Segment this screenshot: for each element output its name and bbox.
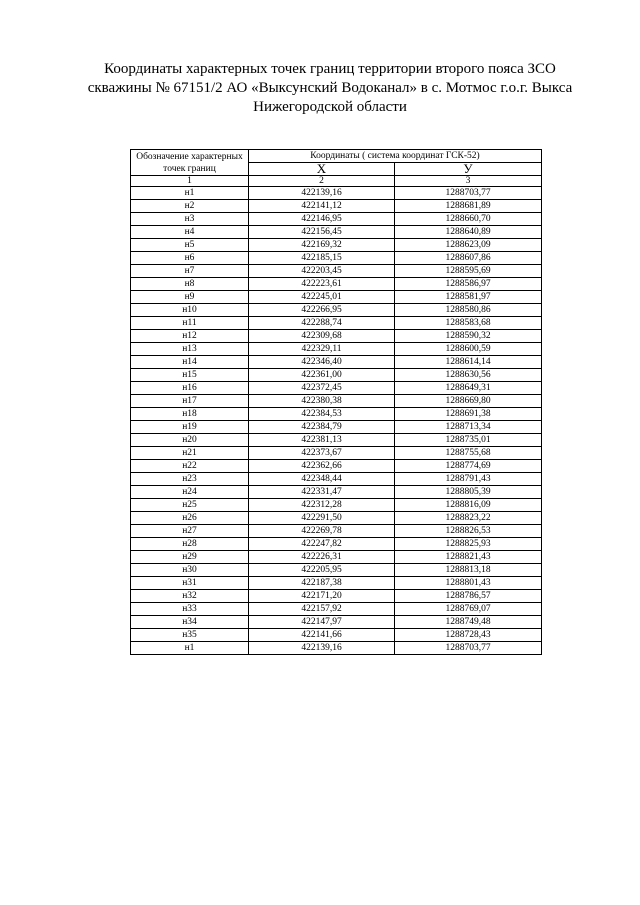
- y-coordinate: 1288607,86: [395, 252, 542, 265]
- x-coordinate: 422266,95: [249, 304, 395, 317]
- x-coordinate: 422156,45: [249, 226, 395, 239]
- point-label: н18: [131, 408, 249, 421]
- x-coordinate: 422291,50: [249, 512, 395, 525]
- column-number-1: 1: [131, 176, 249, 187]
- table-row: [131, 564, 542, 577]
- point-label: н9: [131, 291, 249, 304]
- point-label: н4: [131, 226, 249, 239]
- y-coordinate: 1288805,39: [395, 486, 542, 499]
- x-coordinate: 422312,28: [249, 499, 395, 512]
- x-coordinate: 422157,92: [249, 603, 395, 616]
- y-coordinate: 1288586,97: [395, 278, 542, 291]
- table-row: [131, 616, 542, 629]
- y-coordinate: 1288774,69: [395, 460, 542, 473]
- y-coordinate: 1288749,48: [395, 616, 542, 629]
- x-coordinate: 422373,67: [249, 447, 395, 460]
- x-coordinate: 422141,66: [249, 629, 395, 642]
- x-coordinate: 422147,97: [249, 616, 395, 629]
- table-row: [131, 590, 542, 603]
- coordinates-table: [130, 149, 542, 655]
- x-coordinate: 422362,66: [249, 460, 395, 473]
- point-label: н33: [131, 603, 249, 616]
- x-coordinate: 422205,95: [249, 564, 395, 577]
- table-row: [131, 603, 542, 616]
- point-label: н10: [131, 304, 249, 317]
- y-coordinate: 1288755,68: [395, 447, 542, 460]
- x-coordinate: 422329,11: [249, 343, 395, 356]
- y-coordinate: 1288703,77: [395, 642, 542, 655]
- point-label: н3: [131, 213, 249, 226]
- table-row: [131, 265, 542, 278]
- table-row: [131, 187, 542, 200]
- x-coordinate: 422139,16: [249, 187, 395, 200]
- table-row: [131, 278, 542, 291]
- y-coordinate: 1288649,31: [395, 382, 542, 395]
- x-coordinate: 422381,13: [249, 434, 395, 447]
- x-coordinate: 422309,68: [249, 330, 395, 343]
- point-label: н31: [131, 577, 249, 590]
- table-row: [131, 252, 542, 265]
- x-coordinate: 422346,40: [249, 356, 395, 369]
- table-row: [131, 239, 542, 252]
- table-row: [131, 395, 542, 408]
- x-coordinate: 422269,78: [249, 525, 395, 538]
- table-row: [131, 408, 542, 421]
- point-label: н32: [131, 590, 249, 603]
- table-row: [131, 447, 542, 460]
- x-coordinate: 422384,53: [249, 408, 395, 421]
- point-label: н11: [131, 317, 249, 330]
- table-row: [131, 356, 542, 369]
- point-label: н8: [131, 278, 249, 291]
- x-coordinate: 422288,74: [249, 317, 395, 330]
- header-coordinates: Координаты ( система координат ГСК-52): [249, 150, 542, 163]
- x-coordinate: 422247,82: [249, 538, 395, 551]
- y-coordinate: 1288786,57: [395, 590, 542, 603]
- table-row: [131, 304, 542, 317]
- y-coordinate: 1288600,59: [395, 343, 542, 356]
- table-row: [131, 200, 542, 213]
- table-row: [131, 473, 542, 486]
- table-row: [131, 434, 542, 447]
- table-row: [131, 460, 542, 473]
- point-label: н15: [131, 369, 249, 382]
- header-point-designation: Обозначение характерных точек границ: [131, 150, 249, 176]
- y-coordinate: 1288813,18: [395, 564, 542, 577]
- point-label: н26: [131, 512, 249, 525]
- x-coordinate: 422331,47: [249, 486, 395, 499]
- x-coordinate: 422171,20: [249, 590, 395, 603]
- point-label: н13: [131, 343, 249, 356]
- point-label: н1: [131, 642, 249, 655]
- title-line-1: Координаты характерных точек границ территории второго пояса ЗСО: [104, 61, 556, 77]
- y-coordinate: 1288816,09: [395, 499, 542, 512]
- table-row: [131, 213, 542, 226]
- column-number-3: 3: [395, 176, 542, 187]
- x-coordinate: 422348,44: [249, 473, 395, 486]
- x-coordinate: 422139,16: [249, 642, 395, 655]
- point-label: н14: [131, 356, 249, 369]
- table-row: [131, 291, 542, 304]
- point-label: н22: [131, 460, 249, 473]
- table-row: [131, 577, 542, 590]
- point-label: н2: [131, 200, 249, 213]
- point-label: н24: [131, 486, 249, 499]
- x-coordinate: 422380,38: [249, 395, 395, 408]
- table-row: [131, 226, 542, 239]
- point-label: н23: [131, 473, 249, 486]
- point-label: н5: [131, 239, 249, 252]
- y-coordinate: 1288826,53: [395, 525, 542, 538]
- y-coordinate: 1288580,86: [395, 304, 542, 317]
- y-coordinate: 1288614,14: [395, 356, 542, 369]
- point-label: н17: [131, 395, 249, 408]
- y-coordinate: 1288825,93: [395, 538, 542, 551]
- y-coordinate: 1288821,43: [395, 551, 542, 564]
- point-label: н1: [131, 187, 249, 200]
- table-row: [131, 642, 542, 655]
- y-coordinate: 1288791,43: [395, 473, 542, 486]
- table-row: [131, 538, 542, 551]
- y-coordinate: 1288590,32: [395, 330, 542, 343]
- x-coordinate: 422185,15: [249, 252, 395, 265]
- x-coordinate: 422187,38: [249, 577, 395, 590]
- y-coordinate: 1288623,09: [395, 239, 542, 252]
- title-line-3: Нижегородской области: [253, 99, 407, 115]
- y-coordinate: 1288595,69: [395, 265, 542, 278]
- x-coordinate: 422141,12: [249, 200, 395, 213]
- y-coordinate: 1288713,34: [395, 421, 542, 434]
- y-coordinate: 1288703,77: [395, 187, 542, 200]
- point-label: н25: [131, 499, 249, 512]
- x-coordinate: 422223,61: [249, 278, 395, 291]
- x-coordinate: 422361,00: [249, 369, 395, 382]
- point-label: н27: [131, 525, 249, 538]
- title-line-2: скважины № 67151/2 АО «Выксунский Водоканал» в с. Мотмос г.о.г. Выкса: [87, 80, 573, 96]
- y-coordinate: 1288728,43: [395, 629, 542, 642]
- point-label: н19: [131, 421, 249, 434]
- y-coordinate: 1288769,07: [395, 603, 542, 616]
- document-title: [40, 60, 620, 117]
- header-x: X: [249, 163, 395, 176]
- y-coordinate: 1288669,80: [395, 395, 542, 408]
- y-coordinate: 1288681,89: [395, 200, 542, 213]
- x-coordinate: 422384,79: [249, 421, 395, 434]
- x-coordinate: 422203,45: [249, 265, 395, 278]
- point-label: н28: [131, 538, 249, 551]
- point-label: н20: [131, 434, 249, 447]
- x-coordinate: 422169,32: [249, 239, 395, 252]
- y-coordinate: 1288581,97: [395, 291, 542, 304]
- point-label: н30: [131, 564, 249, 577]
- x-coordinate: 422226,31: [249, 551, 395, 564]
- y-coordinate: 1288640,89: [395, 226, 542, 239]
- table-row: [131, 369, 542, 382]
- table-row: [131, 421, 542, 434]
- table-row: [131, 382, 542, 395]
- point-label: н34: [131, 616, 249, 629]
- x-coordinate: 422372,45: [249, 382, 395, 395]
- y-coordinate: 1288801,43: [395, 577, 542, 590]
- point-label: н29: [131, 551, 249, 564]
- y-coordinate: 1288583,68: [395, 317, 542, 330]
- table-body: [131, 187, 542, 655]
- table-row: [131, 330, 542, 343]
- header-y: У: [395, 163, 542, 176]
- column-number-2: 2: [249, 176, 395, 187]
- table-row: [131, 499, 542, 512]
- point-label: н21: [131, 447, 249, 460]
- x-coordinate: 422245,01: [249, 291, 395, 304]
- point-label: н7: [131, 265, 249, 278]
- y-coordinate: 1288660,70: [395, 213, 542, 226]
- y-coordinate: 1288735,01: [395, 434, 542, 447]
- table-row: [131, 551, 542, 564]
- point-label: н6: [131, 252, 249, 265]
- y-coordinate: 1288691,38: [395, 408, 542, 421]
- point-label: н35: [131, 629, 249, 642]
- point-label: н12: [131, 330, 249, 343]
- table-row: [131, 317, 542, 330]
- table-row: [131, 512, 542, 525]
- y-coordinate: 1288823,22: [395, 512, 542, 525]
- table-row: [131, 343, 542, 356]
- table-row: [131, 525, 542, 538]
- x-coordinate: 422146,95: [249, 213, 395, 226]
- table-row: [131, 629, 542, 642]
- y-coordinate: 1288630,56: [395, 369, 542, 382]
- table-row: [131, 486, 542, 499]
- point-label: н16: [131, 382, 249, 395]
